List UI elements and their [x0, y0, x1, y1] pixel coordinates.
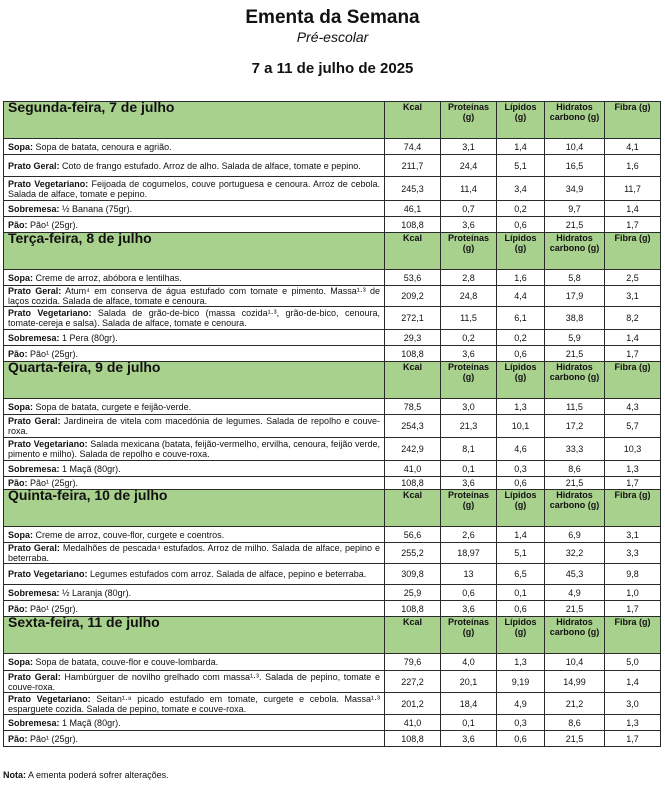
nutrient-kcal-cell: 245,3 — [385, 177, 441, 201]
nutrient-lip-cell: 0,6 — [497, 477, 545, 490]
nutrient-prot-cell: 3,6 — [441, 601, 497, 617]
nutrient-lip-cell: 1,3 — [497, 654, 545, 671]
menu-item-row — [4, 399, 661, 415]
nutrient-hc-cell: 17,2 — [545, 415, 605, 438]
dish-cell — [4, 654, 385, 671]
dish-description: Medalhões de pescada⁴ estufados. Arroz de milho. Salada de alface, pepino e beterraba. — [8, 543, 380, 563]
day-title: Terça-feira, 8 de julho — [4, 233, 385, 270]
nutrient-hc-cell: 5,8 — [545, 270, 605, 286]
menu-item-row — [4, 415, 661, 438]
nutrient-lip-cell: 1,4 — [497, 527, 545, 543]
day-title: Quinta-feira, 10 de julho — [4, 490, 385, 527]
nutrient-kcal-cell: 46,1 — [385, 201, 441, 217]
nutrient-fib-cell: 1,4 — [605, 330, 661, 346]
column-header: Proteínas (g) — [441, 617, 497, 654]
nutrient-kcal-cell: 41,0 — [385, 715, 441, 731]
menu-item-row — [4, 307, 661, 330]
nutrient-lip-cell: 4,9 — [497, 693, 545, 715]
column-header: Hidratos carbono (g) — [545, 102, 605, 139]
dish-category: Sopa: — [8, 657, 34, 667]
nutrient-prot-cell: 8,1 — [441, 438, 497, 461]
menu-item-row — [4, 177, 661, 201]
column-header: Fibra (g) — [605, 233, 661, 270]
nutrient-kcal-cell: 41,0 — [385, 461, 441, 477]
column-header: Kcal — [385, 617, 441, 654]
nutrient-fib-cell: 1,0 — [605, 585, 661, 601]
nutrient-kcal-cell: 272,1 — [385, 307, 441, 330]
dish-description: 1 Maçã (80gr). — [62, 463, 121, 474]
nutrient-kcal-cell: 255,2 — [385, 543, 441, 564]
dish-category: Sobremesa: — [8, 587, 60, 598]
menu-item-row — [4, 693, 661, 715]
nutrient-kcal-cell: 254,3 — [385, 415, 441, 438]
menu-table — [3, 101, 661, 747]
nutrient-kcal-cell: 29,3 — [385, 330, 441, 346]
nutrient-fib-cell: 1,7 — [605, 601, 661, 617]
nutrient-hc-cell: 4,9 — [545, 585, 605, 601]
nutrient-lip-cell: 0,3 — [497, 461, 545, 477]
nutrient-prot-cell: 24,4 — [441, 155, 497, 177]
nutrient-fib-cell: 8,2 — [605, 307, 661, 330]
nutrient-fib-cell: 5,7 — [605, 415, 661, 438]
nutrient-prot-cell: 18,97 — [441, 543, 497, 564]
dish-description: Jardineira de vitela com macedónia de legumes. Salada de repolho e couve-roxa. — [8, 416, 380, 436]
dish-category: Prato Vegetariano: — [8, 439, 88, 449]
dish-cell — [4, 139, 385, 155]
menu-item-row — [4, 654, 661, 671]
nutrient-kcal-cell: 56,6 — [385, 527, 441, 543]
nutrient-fib-cell: 4,3 — [605, 399, 661, 415]
menu-item-row — [4, 731, 661, 747]
nutrient-prot-cell: 2,8 — [441, 270, 497, 286]
nutrient-kcal-cell: 79,6 — [385, 654, 441, 671]
nutrient-prot-cell: 0,1 — [441, 461, 497, 477]
nutrient-prot-cell: 3,6 — [441, 346, 497, 362]
dish-category: Sobremesa: — [8, 203, 60, 214]
dish-category: Pão: — [8, 348, 28, 359]
note-text: A ementa poderá sofrer alterações. — [28, 770, 169, 780]
day-title: Segunda-feira, 7 de julho — [4, 102, 385, 139]
column-header: Lípidos (g) — [497, 362, 545, 399]
dish-cell — [4, 693, 385, 715]
column-header: Hidratos carbono (g) — [545, 233, 605, 270]
nutrient-hc-cell: 21,5 — [545, 217, 605, 233]
dish-category: Sopa: — [8, 401, 34, 412]
nutrient-prot-cell: 3,1 — [441, 139, 497, 155]
nutrient-kcal-cell: 108,8 — [385, 477, 441, 490]
nutrient-lip-cell: 1,6 — [497, 270, 545, 286]
dish-description: Pão¹ (25gr). — [30, 478, 79, 488]
nutrient-prot-cell: 18,4 — [441, 693, 497, 715]
nutrient-fib-cell: 9,8 — [605, 564, 661, 585]
nutrient-hc-cell: 21,5 — [545, 346, 605, 362]
menu-item-row — [4, 286, 661, 307]
dish-category: Sopa: — [8, 529, 34, 540]
dish-description: Seitan¹·⁸ picado estufado em tomate, curgete e cebola. Massa¹·³ esparguete cozida. Salada de pepino, tomate e couve-roxa. — [8, 693, 380, 714]
dish-description: Legumes estufados com arroz. Salada de alface, pepino e beterraba. — [90, 569, 367, 579]
dish-cell — [4, 461, 385, 477]
dish-cell — [4, 307, 385, 330]
dish-cell — [4, 671, 385, 693]
nutrient-kcal-cell: 74,4 — [385, 139, 441, 155]
menu-item-row — [4, 671, 661, 693]
dish-description: Sopa de batata, couve-flor e couve-lombarda. — [35, 657, 219, 667]
dish-cell — [4, 527, 385, 543]
nutrient-prot-cell: 0,6 — [441, 585, 497, 601]
dish-category: Pão: — [8, 478, 28, 488]
dish-cell — [4, 438, 385, 461]
nutrient-lip-cell: 6,1 — [497, 307, 545, 330]
nutrient-hc-cell: 33,3 — [545, 438, 605, 461]
dish-cell — [4, 270, 385, 286]
day-header-row — [4, 233, 661, 270]
dish-cell — [4, 155, 385, 177]
menu-item-row — [4, 270, 661, 286]
nutrient-fib-cell: 3,1 — [605, 286, 661, 307]
column-header: Fibra (g) — [605, 102, 661, 139]
dish-description: Salada de grão-de-bico (massa cozida¹·³, grão-de-bico, cenoura, tomate-cereja e salsa). Salada de alface, tomate e cenoura. — [8, 308, 380, 328]
nutrient-lip-cell: 0,1 — [497, 585, 545, 601]
nutrient-lip-cell: 10,1 — [497, 415, 545, 438]
nutrient-hc-cell: 38,8 — [545, 307, 605, 330]
nutrient-lip-cell: 4,4 — [497, 286, 545, 307]
dish-category: Sopa: — [8, 272, 34, 283]
dish-description: Pão¹ (25gr). — [30, 603, 79, 614]
column-header: Fibra (g) — [605, 362, 661, 399]
column-header: Hidratos carbono (g) — [545, 490, 605, 527]
dish-category: Prato Geral: — [8, 286, 62, 296]
nutrient-lip-cell: 1,4 — [497, 139, 545, 155]
nutrient-prot-cell: 3,6 — [441, 217, 497, 233]
nutrient-hc-cell: 21,2 — [545, 693, 605, 715]
nutrient-lip-cell: 0,3 — [497, 715, 545, 731]
nutrient-lip-cell: 5,1 — [497, 155, 545, 177]
menu-item-row — [4, 139, 661, 155]
day-header-row — [4, 617, 661, 654]
dish-description: Sopa de batata, cenoura e agrião. — [35, 141, 172, 152]
nutrient-fib-cell: 11,7 — [605, 177, 661, 201]
nutrient-fib-cell: 1,3 — [605, 461, 661, 477]
column-header: Proteínas (g) — [441, 102, 497, 139]
dish-cell — [4, 715, 385, 731]
menu-item-row — [4, 543, 661, 564]
nutrient-kcal-cell: 309,8 — [385, 564, 441, 585]
page-title: Ementa da Semana — [245, 7, 420, 28]
dish-description: 1 Maçã (80gr). — [62, 717, 121, 728]
nutrient-lip-cell: 5,1 — [497, 543, 545, 564]
nutrient-fib-cell: 1,3 — [605, 715, 661, 731]
menu-item-row — [4, 461, 661, 477]
nutrient-lip-cell: 1,3 — [497, 399, 545, 415]
column-header: Kcal — [385, 102, 441, 139]
nutrient-lip-cell: 0,6 — [497, 601, 545, 617]
column-header: Fibra (g) — [605, 490, 661, 527]
dish-description: Creme de arroz, couve-flor, curgete e coentros. — [35, 529, 225, 540]
column-header: Lípidos (g) — [497, 233, 545, 270]
nutrient-hc-cell: 14,99 — [545, 671, 605, 693]
dish-description: Hambúrguer de novilho grelhado com massa¹·³. Salada de pepino, tomate e couve-roxa. — [8, 671, 380, 692]
nutrient-fib-cell: 1,4 — [605, 671, 661, 693]
nutrient-kcal-cell: 201,2 — [385, 693, 441, 715]
menu-item-row — [4, 201, 661, 217]
nutrient-lip-cell: 0,2 — [497, 330, 545, 346]
nutrient-kcal-cell: 209,2 — [385, 286, 441, 307]
dish-description: Pão¹ (25gr). — [30, 219, 79, 230]
dish-description: Pão¹ (25gr). — [30, 733, 79, 744]
dish-category: Pão: — [8, 733, 28, 744]
nutrient-kcal-cell: 78,5 — [385, 399, 441, 415]
column-header: Fibra (g) — [605, 617, 661, 654]
nutrient-prot-cell: 21,3 — [441, 415, 497, 438]
nutrient-prot-cell: 0,1 — [441, 715, 497, 731]
nutrient-fib-cell: 3,1 — [605, 527, 661, 543]
nutrient-prot-cell: 2,6 — [441, 527, 497, 543]
nutrient-lip-cell: 0,2 — [497, 201, 545, 217]
nutrient-hc-cell: 17,9 — [545, 286, 605, 307]
dish-category: Prato Vegetariano: — [8, 569, 88, 579]
menu-item-row — [4, 527, 661, 543]
nutrient-fib-cell: 1,6 — [605, 155, 661, 177]
menu-item-row — [4, 438, 661, 461]
nutrient-kcal-cell: 108,8 — [385, 601, 441, 617]
column-header: Lípidos (g) — [497, 490, 545, 527]
nutrient-hc-cell: 10,4 — [545, 139, 605, 155]
page-header — [0, 0, 665, 78]
nutrient-fib-cell: 1,7 — [605, 477, 661, 490]
dish-cell — [4, 330, 385, 346]
dish-description: ½ Banana (75gr). — [62, 203, 133, 214]
nutrient-hc-cell: 21,5 — [545, 601, 605, 617]
nutrient-lip-cell: 6,5 — [497, 564, 545, 585]
dish-category: Sobremesa: — [8, 463, 60, 474]
dish-description: Creme de arroz, abóbora e lentilhas. — [35, 272, 182, 283]
dish-cell — [4, 585, 385, 601]
nutrient-lip-cell: 9,19 — [497, 671, 545, 693]
nutrient-fib-cell: 4,1 — [605, 139, 661, 155]
nutrient-prot-cell: 11,4 — [441, 177, 497, 201]
nutrient-hc-cell: 8,6 — [545, 715, 605, 731]
note-label: Nota: — [3, 770, 26, 780]
nutrient-prot-cell: 0,7 — [441, 201, 497, 217]
dish-description: Pão¹ (25gr). — [30, 348, 79, 359]
dish-cell — [4, 731, 385, 747]
nutrient-kcal-cell: 108,8 — [385, 217, 441, 233]
dish-description: 1 Pera (80gr). — [62, 332, 118, 343]
dish-category: Prato Geral: — [8, 160, 60, 171]
dish-cell — [4, 177, 385, 201]
nutrient-kcal-cell: 108,8 — [385, 731, 441, 747]
nutrient-lip-cell: 4,6 — [497, 438, 545, 461]
nutrient-fib-cell: 1,4 — [605, 201, 661, 217]
dish-category: Sopa: — [8, 141, 34, 152]
dish-description: Feijoada de cogumelos, couve portuguesa e cenoura. Arroz de cebola. Salada de alface, tomate e pepino. — [8, 178, 380, 199]
nutrient-hc-cell: 5,9 — [545, 330, 605, 346]
nutrient-hc-cell: 8,6 — [545, 461, 605, 477]
nutrient-hc-cell: 21,5 — [545, 477, 605, 490]
dish-cell — [4, 415, 385, 438]
nutrient-kcal-cell: 211,7 — [385, 155, 441, 177]
nutrient-fib-cell: 2,5 — [605, 270, 661, 286]
nutrient-hc-cell: 34,9 — [545, 177, 605, 201]
menu-item-row — [4, 155, 661, 177]
nutrient-prot-cell: 11,5 — [441, 307, 497, 330]
dish-cell — [4, 201, 385, 217]
nutrient-prot-cell: 4,0 — [441, 654, 497, 671]
column-header: Kcal — [385, 362, 441, 399]
dish-category: Pão: — [8, 219, 28, 230]
nutrient-lip-cell: 0,6 — [497, 217, 545, 233]
nutrient-lip-cell: 0,6 — [497, 731, 545, 747]
menu-item-row — [4, 330, 661, 346]
column-header: Hidratos carbono (g) — [545, 362, 605, 399]
dish-category: Sobremesa: — [8, 717, 60, 728]
nutrient-hc-cell: 9,7 — [545, 201, 605, 217]
dish-description: Sopa de batata, curgete e feijão-verde. — [35, 401, 192, 412]
nutrient-fib-cell: 3,0 — [605, 693, 661, 715]
nutrient-kcal-cell: 53,6 — [385, 270, 441, 286]
nutrient-hc-cell: 11,5 — [545, 399, 605, 415]
dish-category: Prato Vegetariano: — [8, 693, 91, 704]
nutrient-hc-cell: 32,2 — [545, 543, 605, 564]
nutrient-hc-cell: 6,9 — [545, 527, 605, 543]
nutrient-prot-cell: 3,0 — [441, 399, 497, 415]
column-header: Kcal — [385, 233, 441, 270]
column-header: Lípidos (g) — [497, 617, 545, 654]
nutrient-lip-cell: 0,6 — [497, 346, 545, 362]
dish-description: Atum⁴ em conserva de água estufado com tomate e pimento. Massa¹·³ de laços cozida. Salada de alface, tomate e cenoura. — [8, 286, 380, 306]
dish-category: Prato Vegetariano: — [8, 178, 89, 189]
dish-category: Prato Geral: — [8, 543, 60, 553]
nutrient-hc-cell: 10,4 — [545, 654, 605, 671]
column-header: Proteínas (g) — [441, 233, 497, 270]
menu-item-row — [4, 585, 661, 601]
column-header: Proteínas (g) — [441, 490, 497, 527]
day-header-row — [4, 490, 661, 527]
nutrient-hc-cell: 45,3 — [545, 564, 605, 585]
nutrient-prot-cell: 20,1 — [441, 671, 497, 693]
nutrient-lip-cell: 3,4 — [497, 177, 545, 201]
dish-description: Salada mexicana (batata, feijão-vermelho, ervilha, cenoura, feijão verde, pimento e milho). Salada de repolho e couve-roxa. — [8, 439, 380, 459]
nutrient-prot-cell: 0,2 — [441, 330, 497, 346]
column-header: Kcal — [385, 490, 441, 527]
nutrient-kcal-cell: 242,9 — [385, 438, 441, 461]
dish-category: Prato Geral: — [8, 416, 61, 426]
dish-cell — [4, 286, 385, 307]
page-subtitle: Pré-escolar — [296, 29, 369, 45]
dish-cell — [4, 564, 385, 585]
nutrient-fib-cell: 1,7 — [605, 346, 661, 362]
nutrient-kcal-cell: 25,9 — [385, 585, 441, 601]
day-header-row — [4, 362, 661, 399]
day-title: Sexta-feira, 11 de julho — [4, 617, 385, 654]
day-header-row — [4, 102, 661, 139]
menu-item-row — [4, 715, 661, 731]
dish-cell — [4, 543, 385, 564]
dish-description: ½ Laranja (80gr). — [62, 587, 132, 598]
nutrient-hc-cell: 21,5 — [545, 731, 605, 747]
nutrient-fib-cell: 1,7 — [605, 731, 661, 747]
nutrient-fib-cell: 3,3 — [605, 543, 661, 564]
nutrient-fib-cell: 1,7 — [605, 217, 661, 233]
week-dates: 7 a 11 de julho de 2025 — [251, 60, 414, 77]
nutrient-prot-cell: 13 — [441, 564, 497, 585]
column-header: Proteínas (g) — [441, 362, 497, 399]
nutrient-kcal-cell: 108,8 — [385, 346, 441, 362]
nutrient-prot-cell: 24,8 — [441, 286, 497, 307]
footer-note — [3, 770, 169, 780]
dish-category: Prato Vegetariano: — [8, 308, 92, 318]
dish-category: Sobremesa: — [8, 332, 60, 343]
column-header: Lípidos (g) — [497, 102, 545, 139]
dish-cell — [4, 399, 385, 415]
nutrient-fib-cell: 5,0 — [605, 654, 661, 671]
nutrient-kcal-cell: 227,2 — [385, 671, 441, 693]
dish-category: Pão: — [8, 603, 28, 614]
nutrient-fib-cell: 10,3 — [605, 438, 661, 461]
menu-item-row — [4, 564, 661, 585]
nutrient-prot-cell: 3,6 — [441, 477, 497, 490]
dish-category: Prato Geral: — [8, 671, 61, 682]
day-title: Quarta-feira, 9 de julho — [4, 362, 385, 399]
dish-description: Coto de frango estufado. Arroz de alho. Salada de alface, tomate e pepino. — [62, 160, 361, 171]
nutrient-hc-cell: 16,5 — [545, 155, 605, 177]
column-header: Hidratos carbono (g) — [545, 617, 605, 654]
nutrient-prot-cell: 3,6 — [441, 731, 497, 747]
